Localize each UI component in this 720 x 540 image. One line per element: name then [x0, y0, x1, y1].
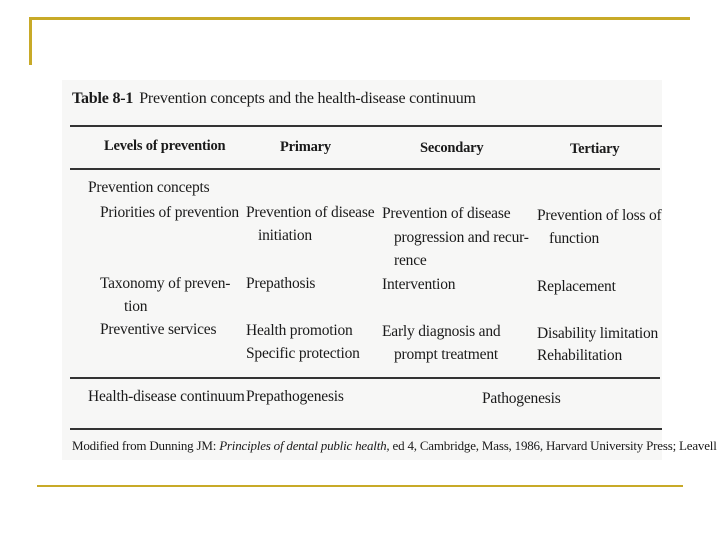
rule-header: [70, 168, 660, 170]
cell-services-secondary-2: prompt treatment: [394, 346, 498, 363]
row-label-services: Preventive services: [100, 321, 217, 338]
section-label: Prevention concepts: [88, 179, 210, 196]
header-secondary: Secondary: [420, 140, 484, 156]
row-label-taxonomy-1: Taxonomy of preven-: [100, 275, 231, 292]
cell-services-tertiary-1: Disability limitation: [537, 325, 659, 342]
cell-taxonomy-secondary: Intervention: [382, 276, 456, 293]
cell-services-tertiary-2: Rehabilitation: [537, 347, 623, 364]
row-label-priorities: Priorities of prevention: [100, 204, 239, 221]
cell-priorities-tertiary-1: Prevention of loss of: [537, 207, 662, 224]
table-title: [72, 90, 476, 108]
cell-priorities-secondary-1: Prevention of disease: [382, 205, 511, 222]
table-title-text: Prevention concepts and the health-disease continuum: [139, 90, 476, 107]
cell-services-primary-2: Specific protection: [246, 345, 360, 362]
cell-continuum-primary: Prepathogenesis: [246, 388, 344, 405]
header-levels: Levels of prevention: [104, 138, 226, 154]
cell-services-secondary-1: Early diagnosis and: [382, 323, 501, 340]
scanned-table-image: [62, 80, 717, 460]
cell-services-primary-1: Health promotion: [246, 322, 353, 339]
cell-taxonomy-tertiary: Replacement: [537, 278, 616, 295]
slide-top-rule: [29, 17, 690, 20]
cell-priorities-secondary-3: rence: [394, 252, 427, 269]
rule-mid: [70, 377, 660, 379]
footnote: [72, 437, 717, 455]
footnote-book: Principles of dental public health,: [219, 438, 390, 453]
header-tertiary: Tertiary: [570, 141, 620, 157]
slide-bottom-rule: [37, 485, 683, 487]
rule-bottom: [70, 428, 662, 430]
header-primary: Primary: [280, 139, 331, 155]
footnote-rest: ed 4, Cambridge, Mass, 1986, Harvard University Press; Leavell: [389, 438, 717, 453]
cell-priorities-tertiary-2: function: [549, 230, 600, 247]
slide-left-rule: [29, 17, 32, 65]
row-label-continuum: Health-disease continuum: [88, 388, 245, 405]
table-number: Table 8-1: [72, 90, 134, 107]
cell-taxonomy-primary: Prepathosis: [246, 275, 316, 292]
cell-priorities-primary-1: Prevention of disease: [246, 204, 375, 221]
cell-priorities-primary-2: initiation: [258, 227, 312, 244]
cell-priorities-secondary-2: progression and recur-: [394, 229, 529, 246]
row-label-taxonomy-2: tion: [124, 298, 148, 315]
rule-top: [70, 125, 662, 127]
cell-continuum-pathogenesis: Pathogenesis: [482, 390, 561, 407]
footnote-prefix: Modified from Dunning JM:: [72, 438, 220, 453]
